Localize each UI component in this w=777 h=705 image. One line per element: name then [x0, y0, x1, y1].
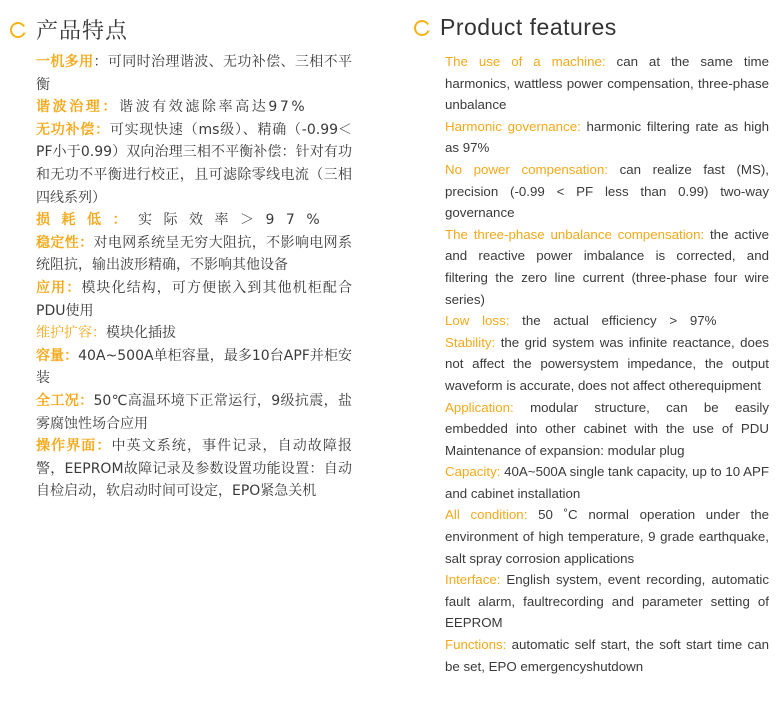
feature-label: 容量：	[36, 347, 79, 364]
feature-text: ：可同时治理谐波、无功补偿、三相不平衡	[36, 54, 353, 93]
feature-text: 50℃高温环境下正常运行，9级抗震，盐雾腐蚀性场合应用	[36, 392, 352, 432]
english-heading	[414, 14, 617, 41]
feature-label: All condition:	[445, 507, 528, 523]
feature-label: 操作界面：	[36, 438, 112, 455]
feature-text: 模块化结构，可方便嵌入到其他机柜配合PDU使用	[36, 279, 353, 319]
feature-text: automatic self start, the soft start time can be set, EPO emergencyshutdown	[445, 637, 769, 674]
feature-text: the actual efficiency > 97%	[509, 313, 717, 329]
feature-item	[36, 209, 352, 232]
feature-text: 40A~500A single tank capacity, up to 10 APF and cabinet installation	[445, 464, 769, 501]
feature-item	[36, 435, 352, 503]
feature-item	[36, 232, 352, 277]
feature-label: Low loss:	[445, 313, 510, 329]
feature-label: Interface:	[445, 572, 501, 588]
feature-label: 应用：	[36, 279, 82, 296]
feature-item	[445, 116, 769, 159]
feature-label: 全工况：	[36, 392, 94, 409]
feature-label: 维护扩容：	[36, 325, 106, 342]
feature-label: Functions:	[445, 637, 507, 653]
feature-label: 一机多用	[36, 54, 94, 70]
circle-bullet-icon	[414, 20, 430, 36]
feature-text: 50 ˚C normal operation under the environment of high temperature, 9 grade earthquake, salt spray corrosion applications	[445, 507, 769, 566]
feature-text: the grid system was infinite reactance, does not affect the powersystem impedance, the output waveform is accurate, does not affect otherequipment	[445, 334, 769, 393]
feature-text: 对电网系统呈无穷大阻抗，不影响电网系统阻抗，输出波形精确，不影响其他设备	[36, 234, 353, 274]
feature-text: modular structure, can be easily embedded into other cabinet with the use of PDU Maintenance of expansion: modular plug	[445, 399, 769, 458]
feature-label: 谐波治理：	[36, 99, 119, 116]
feature-item	[36, 96, 352, 119]
feature-item	[36, 345, 352, 390]
chinese-heading-text: 产品特点	[36, 19, 129, 44]
feature-text: the active and reactive power imbalance is corrected, and filtering the zero line current (three-phase four wire series)	[445, 226, 770, 307]
feature-item	[36, 277, 352, 322]
feature-item	[445, 332, 769, 397]
feature-item	[445, 51, 769, 116]
feature-text: 可实现快速（ms级）、精确（-0.99＜PF小于0.99）双向治理三相不平衡补偿：针对有功和无功不平衡进行校正，且可滤除零线电流（三相四线系列）	[36, 121, 353, 206]
feature-item	[445, 397, 769, 462]
feature-item	[36, 322, 352, 345]
feature-label: Harmonic governance:	[445, 118, 581, 134]
feature-item	[445, 461, 769, 504]
chinese-heading	[10, 14, 128, 45]
feature-label: No power compensation:	[445, 161, 608, 177]
feature-label: Stability:	[445, 334, 496, 350]
feature-label: Application:	[445, 399, 514, 415]
feature-text: 40A~500A单柜容量，最多10台APF并柜安装	[36, 347, 353, 387]
feature-text: English system, event recording, automatic fault alarm, faultrecording and parameter setting of EEPROM	[445, 572, 769, 631]
feature-item	[445, 159, 769, 224]
feature-label: 无功补偿：	[36, 121, 110, 138]
feature-item	[36, 51, 352, 96]
feature-item	[445, 504, 769, 569]
feature-item	[445, 224, 769, 310]
feature-item	[445, 569, 769, 634]
feature-label: Capacity:	[445, 464, 501, 480]
feature-label: 稳定性：	[36, 234, 94, 251]
feature-item	[445, 634, 769, 677]
feature-label: The use of a machine:	[445, 54, 606, 69]
english-feature-list	[445, 51, 769, 677]
feature-item	[36, 390, 352, 435]
english-heading-text: Product features	[440, 14, 617, 40]
feature-text: can realize fast (MS), precision (-0.99 < PF less than 0.99) two-way governance	[445, 161, 769, 221]
feature-text: harmonic filtering rate as high as 97%	[445, 118, 769, 156]
circle-bullet-icon	[10, 22, 26, 38]
chinese-feature-list	[36, 51, 352, 503]
feature-text: 模块化插拔	[106, 325, 176, 342]
feature-text: can at the same time harmonics, wattless power compensation, three-phase unbalance	[445, 54, 769, 113]
feature-text: 谐波有效滤除率高达97%	[119, 99, 308, 116]
feature-label: 损耗低：	[36, 212, 138, 229]
feature-text: 实际效率＞97%	[138, 212, 332, 229]
feature-item	[36, 119, 352, 209]
feature-item	[445, 310, 769, 332]
feature-text: 中英文系统，事件记录，自动故障报警，EEPROM故障记录及参数设置功能设置：自动自检启动，软启动时间可设定，EPO紧急关机	[36, 438, 352, 500]
feature-label: The three-phase unbalance compensation:	[445, 226, 705, 242]
